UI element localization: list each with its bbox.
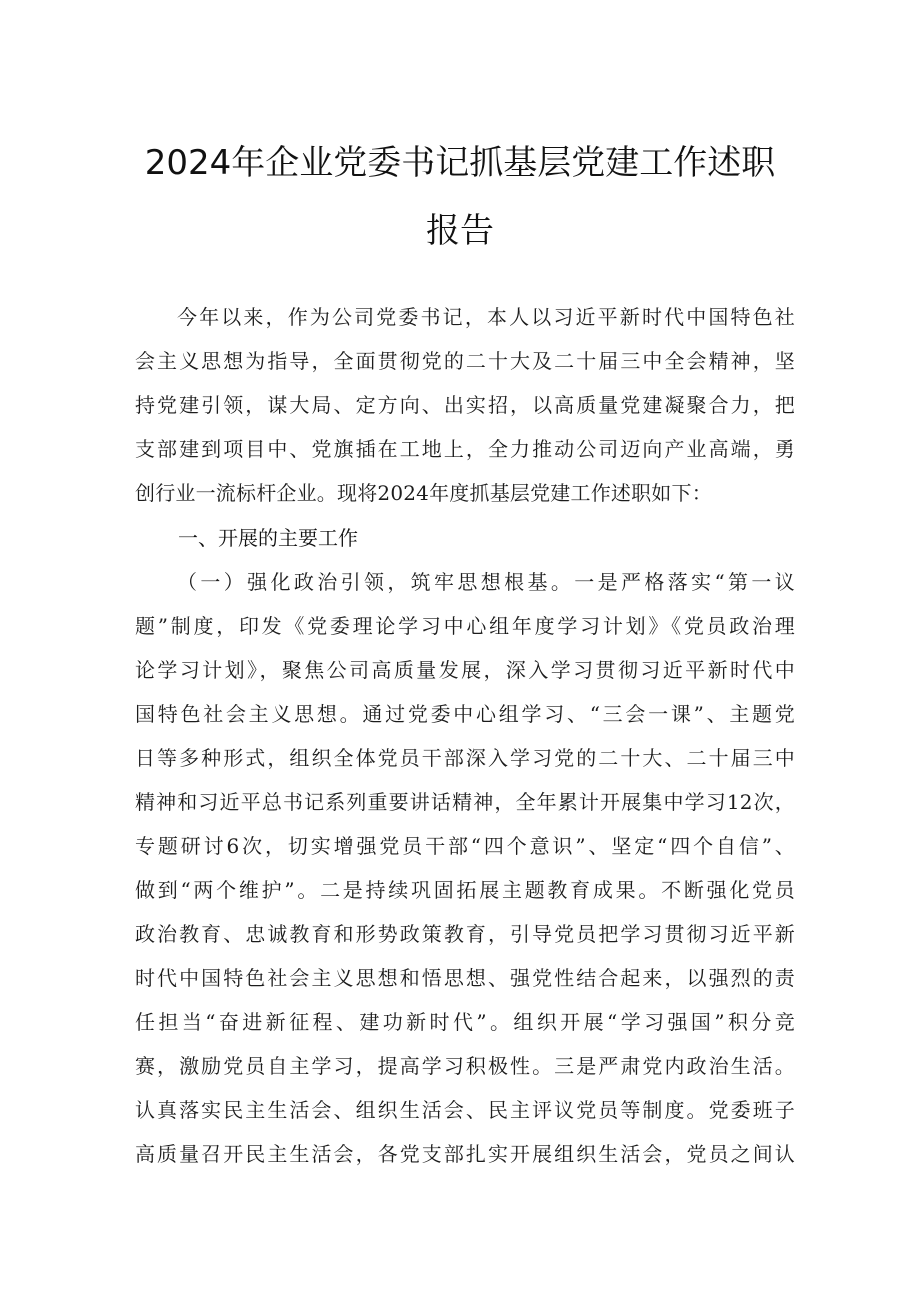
body-line: 做到“两个维护”。二是持续巩固拓展主题教育成果。不断强化党员 bbox=[135, 878, 795, 902]
body-line: （一）强化政治引领，筑牢思想根基。一是严格落实“第一议 bbox=[177, 570, 795, 594]
intro-line: 持党建引领，谋大局、定方向、出实招，以高质量党建凝聚合力，把 bbox=[135, 393, 795, 417]
body-line: 赛，激励党员自主学习，提高学习积极性。三是严肃党内政治生活。 bbox=[135, 1054, 795, 1078]
document-title-line-1: 2024年企业党委书记抓基层党建工作述职 bbox=[144, 143, 776, 183]
body-line: 日等多种形式，组织全体党员干部深入学习党的二十大、二十届三中 bbox=[135, 746, 795, 770]
intro-line: 会主义思想为指导，全面贯彻党的二十大及二十届三中全会精神，坚 bbox=[135, 349, 795, 373]
body-line: 专题研讨6次，切实增强党员干部“四个意识”、坚定“四个自信”、 bbox=[135, 834, 795, 858]
body-line: 时代中国特色社会主义思想和悟思想、强党性结合起来，以强烈的责 bbox=[135, 966, 795, 990]
intro-line: 支部建到项目中、党旗插在工地上，全力推动公司迈向产业高端，勇 bbox=[135, 437, 795, 461]
body-line: 任担当“奋进新征程、建功新时代”。组织开展“学习强国”积分竞 bbox=[135, 1010, 795, 1034]
intro-line: 今年以来，作为公司党委书记，本人以习近平新时代中国特色社 bbox=[177, 305, 795, 329]
body-line: 认真落实民主生活会、组织生活会、民主评议党员等制度。党委班子 bbox=[135, 1098, 795, 1122]
body-line: 题”制度，印发《党委理论学习中心组年度学习计划》《党员政治理 bbox=[135, 614, 795, 638]
body-line: 论学习计划》，聚焦公司高质量发展，深入学习贯彻习近平新时代中 bbox=[135, 658, 795, 682]
body-line: 政治教育、忠诚教育和形势政策教育，引导党员把学习贯彻习近平新 bbox=[135, 922, 795, 946]
body-line: 高质量召开民主生活会，各党支部扎实开展组织生活会，党员之间认 bbox=[135, 1142, 795, 1166]
body-line: 精神和习近平总书记系列重要讲话精神，全年累计开展集中学习12次， bbox=[135, 790, 795, 814]
section-heading: 一、开展的主要工作 bbox=[178, 526, 358, 550]
body-line: 国特色社会主义思想。通过党委中心组学习、“三会一课”、主题党 bbox=[135, 702, 795, 726]
document-title-line-2: 报告 bbox=[426, 211, 494, 251]
intro-line: 创行业一流标杆企业。现将2024年度抓基层党建工作述职如下： bbox=[135, 481, 712, 505]
